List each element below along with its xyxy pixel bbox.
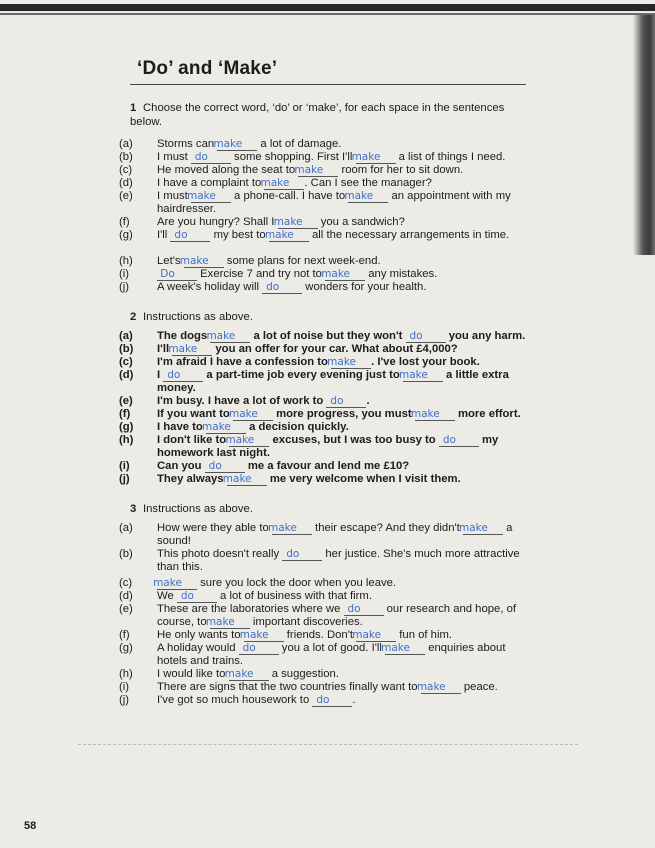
section-number: 1 [130,102,137,114]
exercise-item [119,408,538,421]
exercise-item [119,642,538,668]
answer-blank[interactable]: make [172,344,212,356]
sentence-text: I've got so much housework to [157,694,313,706]
item-label: (e) [119,603,133,615]
item-label: (b) [119,343,134,355]
exercise-item [119,369,538,395]
item-label: (i) [119,460,130,472]
answer-blank[interactable]: make [272,523,312,535]
exercise-item [119,343,538,356]
section-1-instruction [130,101,530,129]
sentence-text: Storms can [157,138,218,150]
sentence-text: friends. Don't [283,629,357,641]
sentence-text: me a favour and lend me £10? [244,460,410,472]
item-label: (g) [119,229,133,241]
sentence-text: excuses, but I was too busy to [269,434,439,446]
item-label: (b) [119,548,133,560]
sentence-text: He only wants to [157,629,244,641]
sentence-text: sure you lock the door when you leave. [197,577,397,589]
item-label: (h) [119,668,133,680]
exercise-item [119,421,538,434]
sentence-text: a lot of business with that firm. [216,590,372,602]
exercise-item [119,681,538,694]
sentence-text: any mistakes. [365,268,438,280]
sentence-text: . [366,395,370,407]
answer-blank[interactable]: do [191,152,231,164]
exercise-item [119,138,538,151]
answer-blank[interactable]: make [356,630,396,642]
item-label: (f) [119,629,130,641]
title-underline [130,84,526,85]
sentence-text: peace. [460,681,498,693]
exercise-item [119,268,538,281]
sentence-text: enquiries about hotels and trains. [157,642,506,668]
top-border [0,4,655,11]
item-label: (a) [119,522,133,534]
sentence-text: I'll [157,343,173,355]
answer-blank[interactable]: make [210,331,250,343]
item-label: (f) [119,408,131,420]
exercise-item [119,694,538,707]
sentence-text: an appointment with my hairdresser. [157,190,511,216]
sentence-text: wonders for your health. [302,281,427,293]
answer-blank[interactable]: make [269,230,309,242]
answer-blank[interactable]: do [177,591,217,603]
exercise-item [119,281,538,294]
page-number: 58 [24,820,37,832]
item-label: (h) [119,255,133,267]
sentence-text: I have to [157,421,206,433]
answer-blank[interactable]: make [463,523,503,535]
answer-blank[interactable]: make [229,669,269,681]
answer-blank[interactable]: make [217,139,257,151]
scan-binding-shadow [633,15,655,255]
item-label: (c) [119,356,133,368]
sentence-text: a little extra money. [157,369,509,395]
answer-blank[interactable]: make [278,217,318,229]
answer-blank[interactable]: do [326,396,366,408]
item-label: (j) [119,281,130,293]
exercise-item [119,473,538,486]
top-border-thin [0,13,655,15]
answer-blank[interactable]: do [205,461,245,473]
exercise-item [119,434,538,460]
sentence-text: some plans for next week-end. [223,255,381,267]
item-label: (j) [119,694,130,706]
sentence-text: A holiday would [157,642,239,654]
exercise-item [119,603,538,629]
sentence-text: a sound! [157,522,513,548]
sentence-text: room for her to sit down. [338,164,464,176]
sentence-text: I have a complaint to [157,177,265,189]
sentence-text: you an offer for your car. What about £4,000? [212,343,458,355]
instruction-text: Choose the correct word, ‘do’ or ‘make’, for each space in the sentences below. [130,102,505,128]
answer-blank[interactable]: make [356,152,396,164]
sentence-text: If you want to [157,408,233,420]
instruction-text: Instructions as above. [143,311,253,323]
sentence-text: I'll [157,229,171,241]
answer-blank[interactable]: do [170,230,210,242]
exercise-item [119,330,538,343]
scan-artifact-line [78,744,578,745]
exercise-item [119,151,538,164]
answer-blank[interactable]: make [227,474,267,486]
exercise-item [119,177,538,190]
answer-blank[interactable]: do [344,604,384,616]
sentence-text: Let's [157,255,184,267]
sentence-text: a phone-call. I have to [230,190,349,202]
sentence-text: important discoveries. [249,616,363,629]
instruction-text: Instructions as above. [143,503,253,515]
item-label: (a) [119,138,133,150]
answer-blank[interactable]: make [331,357,371,369]
sentence-text: my homework last night. [157,434,499,460]
exercise-item [119,216,538,229]
sentence-text: her justice. She's much more attractive than this. [157,548,520,574]
answer-blank[interactable]: make [415,409,455,421]
answer-blank[interactable]: make [210,617,250,629]
sentence-text: my best to [210,229,269,241]
sentence-text: more progress, you must [272,408,415,420]
sentence-text: There are signs that the two countries finally want to [157,681,421,693]
sentence-text: me very welcome when I visit them. [266,473,461,485]
exercise-item [119,229,538,242]
sentence-text: you a sandwich? [317,216,405,228]
item-label: (i) [119,268,130,280]
sentence-text: He moved along the seat to [157,164,299,176]
sentence-text: more effort. [454,408,521,420]
sentence-text: . Can I see the manager? [304,177,432,189]
exercise-item [119,629,538,642]
item-label: (d) [119,177,133,189]
answer-blank[interactable]: make [157,578,197,590]
sentence-text: a list of things I need. [395,151,506,163]
sentence-text: How were they able to [157,522,272,534]
item-label: (i) [119,681,130,693]
exercise-item [119,255,538,268]
sentence-text: I must [157,190,191,202]
sentence-text: their escape? And they didn't [311,522,463,534]
exercise-item [119,668,538,681]
item-label: (e) [119,395,133,407]
section-3-instruction [130,502,530,516]
sentence-text: Are you hungry? Shall I [157,216,278,228]
sentence-text: Can you [157,460,205,472]
answer-blank[interactable]: make [421,682,461,694]
answer-blank[interactable]: make [403,370,443,382]
answer-blank[interactable]: do [312,695,352,707]
section-number: 3 [130,503,137,515]
sentence-text: I must [157,151,191,163]
sentence-text: you a lot of good. I'll [278,642,386,654]
answer-blank[interactable]: make [184,256,224,268]
sentence-text: This photo doesn't really [157,548,283,560]
sentence-text: a suggestion. [268,668,339,680]
sentence-text: We [157,590,177,602]
answer-blank[interactable]: make [385,643,425,655]
sentence-text: you any harm. [445,330,526,342]
page-title: ‘Do’ and ‘Make’ [137,58,278,79]
answer-blank[interactable]: make [298,165,338,177]
sentence-text: some shopping. First I'll [230,151,356,163]
section-number: 2 [130,311,137,323]
sentence-text: fun of him. [396,629,453,641]
item-label: (d) [119,590,133,602]
exercise-item [119,395,538,408]
item-label: (c) [119,164,133,176]
sentence-text: I would like to [157,668,229,680]
sentence-text: I'm afraid I have a confession to [157,356,332,368]
answer-blank[interactable]: make [233,409,273,421]
answer-blank[interactable]: make [229,435,269,447]
answer-blank[interactable]: make [264,178,304,190]
sentence-text: I don't like to [157,434,230,446]
answer-blank[interactable]: do [406,331,446,343]
item-label: (b) [119,151,133,163]
sentence-text: Exercise 7 and try not to [197,268,326,280]
exercise-item [119,577,538,590]
answer-blank[interactable]: make [206,422,246,434]
exercise-item [119,548,538,574]
item-label: (g) [119,642,133,654]
item-label: (h) [119,434,134,446]
sentence-text: A week's holiday will [157,281,263,293]
item-label: (e) [119,190,133,202]
sentence-text: a lot of noise but they won't [250,330,406,342]
exercise-item [119,190,538,216]
item-label: (a) [119,330,133,342]
item-label: (d) [119,369,134,381]
answer-blank[interactable]: make [191,191,231,203]
sentence-text: a part-time job every evening just to [203,369,403,381]
item-label: (f) [119,216,130,228]
answer-blank[interactable]: Do [157,269,197,281]
sentence-text: our research and hope, of course, to [157,603,517,629]
sentence-text: They always [157,473,227,485]
sentence-text: all the necessary arrangements in time. [308,229,510,241]
answer-blank[interactable]: make [348,191,388,203]
answer-blank[interactable]: do [239,643,279,655]
exercise-item [119,590,538,603]
item-label: (c) [119,577,133,589]
answer-blank[interactable]: do [262,282,302,294]
answer-blank[interactable]: do [163,370,203,382]
sentence-text: I [157,369,164,381]
sentence-text: I'm busy. I have a lot of work to [157,395,327,407]
sentence-text: . [352,694,356,706]
answer-blank[interactable]: make [325,269,365,281]
item-label: (j) [119,473,130,485]
sentence-text: a lot of damage. [257,138,342,150]
exercise-item [119,460,538,473]
sentence-text: The dogs [157,330,211,342]
sentence-text: . I've lost your book. [371,356,480,368]
item-label: (g) [119,421,134,433]
exercise-item [119,164,538,177]
answer-blank[interactable]: make [244,630,284,642]
exercise-item [119,356,538,369]
exercise-item [119,522,538,548]
sentence-text: These are the laboratories where we [157,603,344,615]
section-2-instruction [130,310,530,324]
sentence-text: a decision quickly. [245,421,349,433]
answer-blank[interactable]: do [439,435,479,447]
answer-blank[interactable]: do [282,549,322,561]
